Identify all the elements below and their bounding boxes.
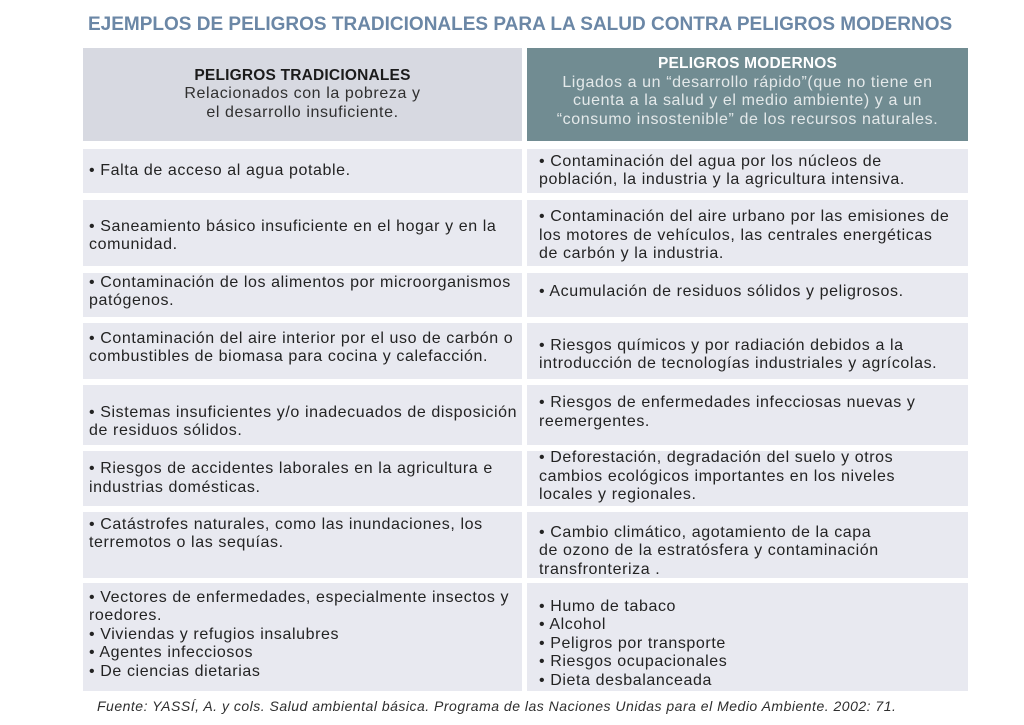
header-description-line: “consumo insostenible” de los recursos naturales. [556, 110, 939, 128]
source-citation: Fuente: YASSÍ, A. y cols. Salud ambiental básica. Programa de las Naciones Unidas para el Medio Ambiente. 2002: 71. [97, 698, 897, 714]
hazard-item-line: • Cambio climático, agotamiento de la capa [539, 523, 872, 541]
table-row [83, 200, 968, 266]
hazard-item-line: • Humo de tabaco [539, 597, 677, 615]
modern-header-title: PELIGROS MODERNOS [657, 55, 838, 72]
header-description-line: cuenta a la salud y el medio ambiente) y a un [573, 92, 922, 109]
hazard-item-line: transfronteriza . [539, 560, 661, 578]
traditional-hazard-cell [83, 323, 522, 379]
traditional-hazard-cell [83, 200, 522, 266]
hazard-item-line: • Contaminación del aire interior por el uso de carbón o [89, 329, 514, 347]
hazard-item-line: industrias domésticas. [89, 478, 261, 496]
hazard-item-line: los motores de vehículos, las centrales energéticas [539, 226, 933, 244]
modern-hazard-cell [527, 512, 968, 578]
hazard-item-line: patógenos. [89, 292, 175, 309]
hazard-item-line: locales y regionales. [539, 486, 697, 504]
hazard-item-line: • Sistemas insuficientes y/o inadecuados de disposición [89, 403, 518, 421]
table-row [83, 149, 968, 193]
hazard-item-line: • Peligros por transporte [539, 634, 726, 652]
hazard-item-line: de residuos sólidos. [89, 422, 243, 439]
hazard-item-line: • Riesgos químicos y por radiación debidos a la [539, 336, 904, 354]
table-row [83, 385, 968, 445]
hazard-item-line: • Riesgos de enfermedades infecciosas nuevas y [539, 394, 916, 411]
modern-hazard-cell [527, 451, 968, 506]
hazards-table [83, 48, 968, 691]
header-description-line: el desarrollo insuficiente. [206, 103, 399, 121]
page-title: EJEMPLOS DE PELIGROS TRADICIONALES PARA LA SALUD CONTRA PELIGROS MODERNOS [88, 14, 953, 35]
modern-hazard-cell [527, 273, 968, 317]
table-row [83, 583, 968, 691]
hazard-item-line: combustibles de biomasa para cocina y calefacción. [89, 348, 489, 365]
hazard-item-line: • Riesgos ocupacionales [539, 653, 728, 671]
hazard-item-line: de ozono de la estratósfera y contaminación [539, 542, 879, 560]
modern-hazard-cell [527, 200, 968, 266]
traditional-hazard-cell [83, 149, 522, 193]
hazard-item-line: de carbón y la industria. [539, 245, 724, 263]
hazard-item-line: reemergentes. [539, 412, 650, 430]
modern-hazard-cell [527, 149, 968, 193]
hazard-item-line: terremotos o las sequías. [89, 534, 284, 551]
hazard-item-line: • Riesgos de accidentes laborales en la agricultura e [89, 460, 493, 477]
traditional-hazard-cell [83, 512, 522, 578]
hazard-item-line: • De ciencias dietarias [89, 662, 261, 680]
hazard-item-line: • Vectores de enfermedades, especialmente insectos y [89, 588, 510, 606]
hazard-item-line: cambios ecológicos importantes en los niveles [539, 467, 896, 485]
header-description-line: Ligados a un “desarrollo rápido”(que no tiene en [562, 73, 933, 91]
traditional-hazard-cell [83, 583, 522, 691]
table-row [83, 323, 968, 379]
hazard-item-line: introducción de tecnologías industriales y agrícolas. [539, 355, 938, 372]
traditional-hazard-cell [83, 385, 522, 445]
hazard-item-line: roedores. [89, 607, 162, 625]
modern-hazard-cell [527, 583, 968, 691]
modern-hazard-cell [527, 385, 968, 445]
hazard-item-line: • Alcohol [539, 616, 607, 634]
hazard-item-line: • Deforestación, degradación del suelo y otros [539, 449, 894, 467]
traditional-hazard-cell [83, 273, 522, 317]
table-header-row [83, 48, 968, 141]
hazard-item-line: • Acumulación de residuos sólidos y peligrosos. [539, 282, 904, 300]
modern-header [527, 48, 968, 141]
traditional-header [83, 48, 522, 141]
hazard-item-line: • Saneamiento básico insuficiente en el hogar y en la [89, 217, 497, 235]
hazard-item-line: • Agentes infecciosos [89, 644, 254, 662]
hazard-item-line: comunidad. [89, 236, 178, 253]
modern-hazard-cell [527, 323, 968, 379]
hazard-item-line: • Catástrofes naturales, como las inundaciones, los [89, 515, 483, 533]
table-row [83, 451, 968, 506]
traditional-header-title: PELIGROS TRADICIONALES [194, 66, 411, 84]
hazard-item-line: • Contaminación de los alimentos por microorganismos [89, 273, 511, 291]
hazard-item-line: • Viviendas y refugios insalubres [89, 625, 340, 643]
table-row [83, 512, 968, 578]
header-description-line: Relacionados con la pobreza y [184, 85, 421, 103]
hazard-item-line: • Contaminación del agua por los núcleos de [539, 152, 882, 170]
hazard-item-line: • Contaminación del aire urbano por las emisiones de [539, 208, 950, 226]
hazard-item-line: • Falta de acceso al agua potable. [89, 161, 351, 179]
traditional-hazard-cell [83, 451, 522, 506]
hazard-item-line: población, la industria y la agricultura intensiva. [539, 171, 905, 188]
hazard-item-line: • Dieta desbalanceada [539, 671, 712, 689]
table-row [83, 273, 968, 317]
